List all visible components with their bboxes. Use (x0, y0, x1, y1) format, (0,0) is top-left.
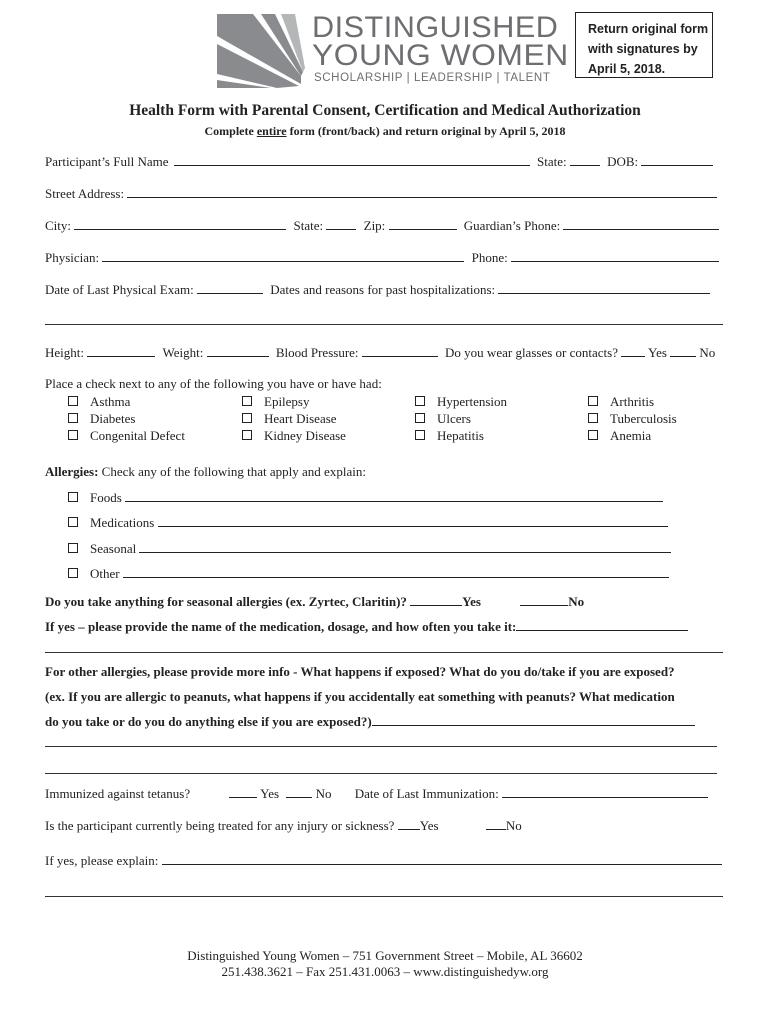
dob-label: DOB: (607, 154, 639, 169)
seasonal-if-yes-label: If yes – please provide the name of the medication, dosage, and how often you take it: (45, 619, 517, 634)
zip-field[interactable] (389, 217, 457, 230)
other-field[interactable] (123, 565, 669, 578)
condition-label: Epilepsy (264, 394, 310, 409)
state-label: State: (536, 154, 567, 169)
subtitle-emphasis: entire (256, 124, 287, 138)
condition-checkbox[interactable] (588, 396, 598, 406)
return-notice-box (575, 12, 713, 78)
hospitalizations-label: Dates and reasons for past hospitalizations: (270, 282, 496, 297)
allergy-item-other (68, 565, 669, 582)
medications-label: Medications (90, 515, 155, 530)
condition-label: Heart Disease (264, 411, 337, 426)
condition-checkbox[interactable] (68, 396, 78, 406)
condition-checkbox[interactable] (242, 430, 252, 440)
condition-label: Ulcers (437, 411, 471, 426)
row-city (45, 217, 719, 234)
injury-explain-label: If yes, please explain: (45, 853, 159, 868)
blood-pressure-label: Blood Pressure: (275, 345, 359, 360)
row-last-physical (45, 281, 710, 298)
return-notice-line: April 5, 2018. (588, 62, 666, 76)
injury-no-label: No (505, 818, 522, 833)
seasonal-no-field[interactable] (520, 593, 568, 606)
last-immunization-field[interactable] (502, 785, 708, 798)
row-seasonal-if-yes (45, 618, 688, 635)
other-allergies-line-2: (ex. If you are allergic to peanuts, what happens if you accidentally eat something with peanuts? What medication (45, 689, 675, 704)
foods-checkbox[interactable] (68, 492, 78, 502)
condition-label: Asthma (90, 394, 131, 409)
condition-checkbox[interactable] (68, 430, 78, 440)
state2-field[interactable] (326, 217, 356, 230)
injury-yes-field[interactable] (398, 817, 420, 830)
condition-label: Kidney Disease (264, 428, 346, 443)
tetanus-no-field[interactable] (286, 785, 312, 798)
tetanus-label: Immunized against tetanus? (45, 786, 191, 801)
condition-item (588, 411, 677, 427)
full-name-field[interactable] (174, 153, 530, 166)
foods-label: Foods (90, 490, 122, 505)
condition-item (242, 411, 337, 427)
other-allergies-field[interactable] (372, 713, 695, 726)
seasonal-continuation-line[interactable] (45, 652, 723, 653)
condition-item (588, 428, 651, 444)
condition-label: Anemia (610, 428, 652, 443)
glasses-yes-label: Yes (648, 345, 667, 360)
seasonal-label: Seasonal (90, 541, 137, 556)
city-field[interactable] (74, 217, 286, 230)
return-notice-line: Return original form (588, 22, 709, 36)
glasses-label: Do you wear glasses or contacts? (445, 345, 618, 360)
tetanus-no-label: No (315, 786, 332, 801)
allergies-label: Allergies: (45, 464, 99, 479)
street-label: Street Address: (45, 186, 125, 201)
condition-item (415, 394, 507, 410)
conditions-prompt: Place a check next to any of the following you have or have had: (45, 376, 382, 391)
other-checkbox[interactable] (68, 568, 78, 578)
weight-label: Weight: (162, 345, 204, 360)
condition-checkbox[interactable] (415, 413, 425, 423)
other-label: Other (90, 566, 120, 581)
condition-label: Hepatitis (437, 428, 484, 443)
medications-field[interactable] (158, 514, 668, 527)
logo-tagline: SCHOLARSHIP | LEADERSHIP | TALENT (314, 72, 551, 84)
phone-field[interactable] (511, 249, 719, 262)
condition-item (242, 394, 310, 410)
condition-label: Tuberculosis (610, 411, 677, 426)
blood-pressure-field[interactable] (362, 344, 438, 357)
condition-item (68, 428, 185, 444)
injury-no-field[interactable] (486, 817, 506, 830)
other-allergies-line-3 (45, 713, 695, 730)
hospitalizations-field[interactable] (498, 281, 710, 294)
other-allergies-line-1: For other allergies, please provide more info - What happens if exposed? What do you do/take if you are exposed? (45, 664, 675, 679)
guardian-phone-label: Guardian’s Phone: (463, 218, 561, 233)
organization-logo (217, 11, 569, 88)
other-allergies-continuation-line-1[interactable] (45, 746, 717, 747)
glasses-yes-field[interactable] (621, 344, 645, 357)
condition-checkbox[interactable] (588, 430, 598, 440)
injury-explain-field[interactable] (162, 852, 722, 865)
physician-label: Physician: (45, 250, 100, 265)
state-field[interactable] (570, 153, 600, 166)
seasonal-checkbox[interactable] (68, 543, 78, 553)
foods-field[interactable] (125, 489, 663, 502)
city-label: City: (45, 218, 72, 233)
form-subtitle (0, 124, 770, 139)
seasonal-field[interactable] (139, 540, 671, 553)
last-physical-field[interactable] (197, 281, 263, 294)
condition-label: Congenital Defect (90, 428, 185, 443)
sunburst-logo-icon (217, 14, 305, 88)
seasonal-question-label: Do you take anything for seasonal allergies (ex. Zyrtec, Claritin)? (45, 594, 407, 609)
row-injury-explain (45, 852, 722, 869)
height-label: Height: (45, 345, 84, 360)
seasonal-no-label: No (568, 594, 585, 609)
condition-checkbox[interactable] (415, 430, 425, 440)
condition-checkbox[interactable] (242, 413, 252, 423)
other-allergies-continuation-line-2[interactable] (45, 773, 717, 774)
condition-label: Arthritis (610, 394, 655, 409)
allergy-item-medications (68, 514, 668, 531)
guardian-phone-field[interactable] (563, 217, 719, 230)
seasonal-yes-label: Yes (462, 594, 481, 609)
footer-address: Distinguished Young Women – 751 Government Street – Mobile, AL 36602 (187, 948, 583, 963)
condition-item (242, 428, 346, 444)
tetanus-yes-field[interactable] (229, 785, 257, 798)
condition-checkbox[interactable] (68, 413, 78, 423)
return-notice-line: with signatures by (588, 42, 698, 56)
physician-field[interactable] (102, 249, 464, 262)
row-full-name (45, 153, 713, 170)
condition-label: Hypertension (437, 394, 508, 409)
medications-checkbox[interactable] (68, 517, 78, 527)
row-seasonal-question (45, 593, 584, 610)
row-physician (45, 249, 719, 266)
street-field[interactable] (127, 185, 717, 198)
full-name-label: Participant’s Full Name (45, 154, 169, 169)
dob-field[interactable] (641, 153, 713, 166)
state2-label: State: (293, 218, 324, 233)
allergies-prompt (45, 464, 366, 480)
condition-checkbox[interactable] (588, 413, 598, 423)
row-street (45, 185, 717, 202)
condition-item (415, 411, 471, 427)
injury-continuation-line[interactable] (45, 896, 723, 897)
zip-label: Zip: (363, 218, 386, 233)
logo-line-2: YOUNG WOMEN (312, 39, 569, 72)
condition-item (68, 411, 135, 427)
weight-field[interactable] (207, 344, 269, 357)
allergy-item-seasonal (68, 540, 671, 557)
row-injury (45, 817, 522, 834)
condition-label: Diabetes (90, 411, 136, 426)
other-allergies-line-3-text: do you take or do you do anything else if you are exposed?) (45, 714, 372, 729)
seasonal-medication-field[interactable] (516, 618, 688, 631)
row-height (45, 344, 715, 361)
condition-checkbox[interactable] (242, 396, 252, 406)
height-field[interactable] (87, 344, 155, 357)
subtitle-text: Complete (204, 124, 257, 138)
injury-yes-label: Yes (419, 818, 439, 833)
condition-item (415, 428, 484, 444)
footer-contact: 251.438.3621 – Fax 251.431.0063 – www.distinguishedyw.org (221, 964, 549, 979)
seasonal-yes-field[interactable] (410, 593, 462, 606)
row-tetanus (45, 785, 708, 802)
hospitalizations-continuation-line[interactable] (45, 324, 723, 325)
last-physical-label: Date of Last Physical Exam: (45, 282, 194, 297)
condition-item (68, 394, 130, 410)
last-immunization-label: Date of Last Immunization: (354, 786, 499, 801)
phone-label: Phone: (471, 250, 508, 265)
footer (0, 948, 770, 980)
form-title: Health Form with Parental Consent, Certification and Medical Authorization (129, 102, 641, 119)
allergies-instructions: Check any of the following that apply and explain: (98, 464, 366, 479)
logo-line-1: DISTINGUISHED (312, 11, 559, 44)
glasses-no-label: No (699, 345, 716, 360)
subtitle-text: form (front/back) and return original by April 5, 2018 (286, 124, 566, 138)
glasses-no-field[interactable] (670, 344, 696, 357)
condition-item (588, 394, 654, 410)
injury-question: Is the participant currently being treated for any injury or sickness? (45, 818, 395, 833)
allergy-item-foods (68, 489, 663, 506)
tetanus-yes-label: Yes (260, 786, 280, 801)
condition-checkbox[interactable] (415, 396, 425, 406)
